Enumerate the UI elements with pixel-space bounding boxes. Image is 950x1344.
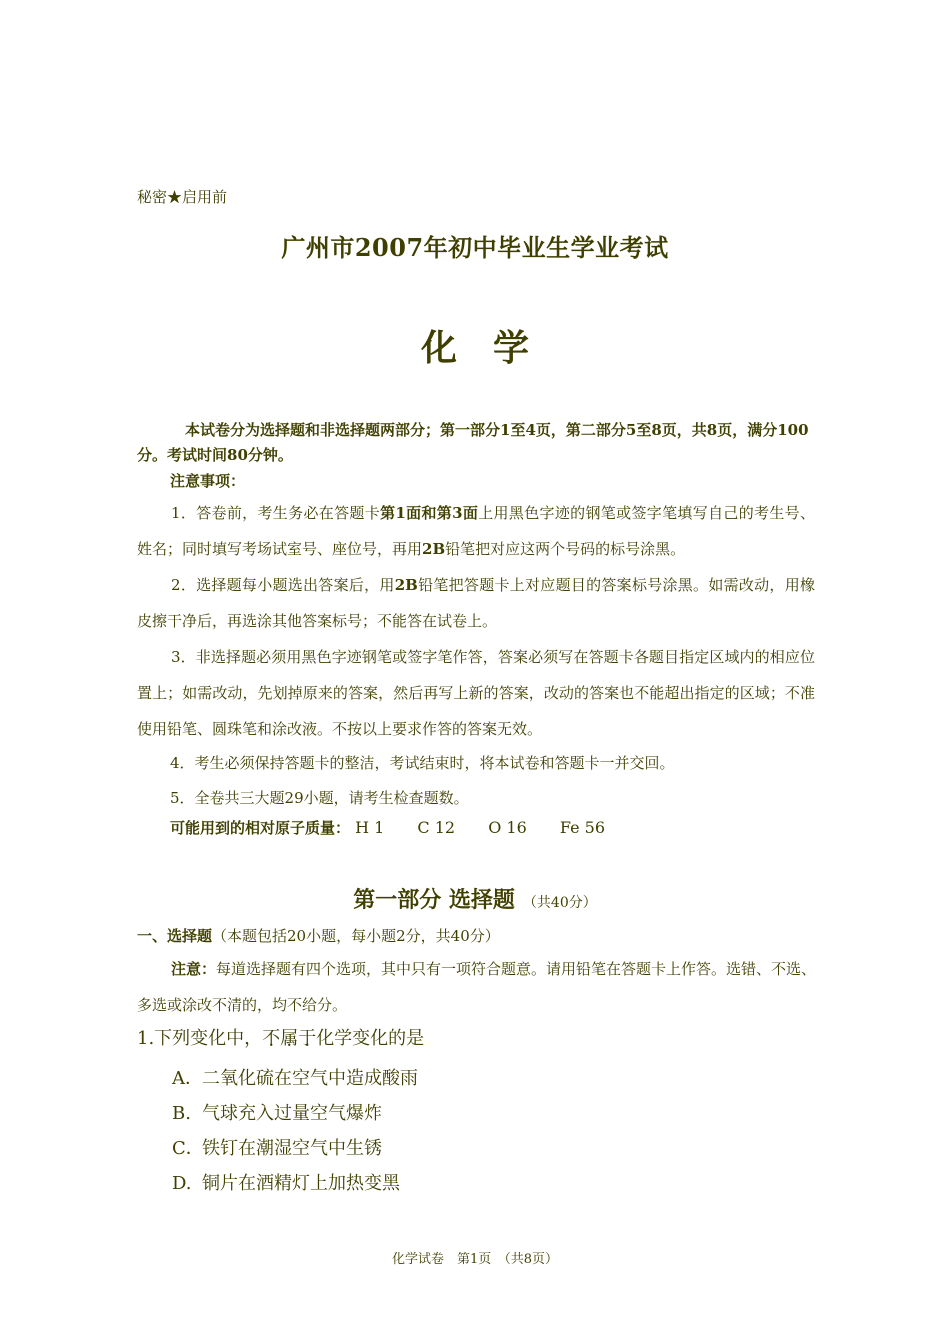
intro-paragraph: 本试卷分为选择题和非选择题两部分；第一部分1至4页，第二部分5至8页，共8页，满分100分。考试时间80分钟。 (137, 421, 809, 464)
option-c: C．铁钉在潮湿空气中生锈 (172, 1138, 382, 1159)
mass-h: H 1 (355, 818, 385, 837)
mass-o: O 16 (488, 818, 527, 837)
option-a: A．二氧化硫在空气中造成酸雨 (172, 1068, 418, 1089)
exam-title: 广州市2007年初中毕业生学业考试 (281, 233, 669, 262)
note-1: 1．答卷前，考生务必在答题卡第1面和第3面上用黑色字迹的钢笔或签字笔填写自己的考生号、姓名；同时填写考场试室号、座位号，再用2B铅笔把对应这两个号码的标号涂黑。 (137, 504, 816, 558)
part-heading: 一、选择题（本题包括20小题，每小题2分，共40分） (137, 927, 500, 945)
question-1: 1.下列变化中，不属于化学变化的是 (137, 1028, 425, 1049)
subject-title: 化学 (420, 327, 565, 369)
note-2: 2．选择题每小题选出答案后，用2B铅笔把答题卡上对应题目的答案标号涂黑。如需改动，用橡皮擦干净后，再选涂其他答案标号；不能答在试卷上。 (137, 576, 815, 630)
section-heading: 第一部分 选择题 （共40分） (353, 887, 597, 913)
choice-note: 注意：每道选择题有四个选项，其中只有一项符合题意。请用铅笔在答题卡上作答。选错、不选、多选或涂改不清的，均不给分。 (137, 960, 817, 1014)
option-d: D. 铜片在酒精灯上加热变黑 (172, 1173, 400, 1194)
secret-label: 秘密★启用前 (137, 188, 228, 206)
mass-fe: Fe 56 (559, 818, 605, 837)
note-3: 3．非选择题必须用黑色字迹钢笔或签字笔作答，答案必须写在答题卡各题目指定区域内的相应位置上；如需改动，先划掉原来的答案，然后再写上新的答案，改动的答案也不能超出指定的区域；不准使用铅笔、圆珠笔和涂改液。不按以上要求作答的答案无效。 (137, 648, 815, 738)
page-footer: 化学试卷 第1页 （共8页） (391, 1252, 559, 1267)
note-4: 4．考生必须保持答题卡的整洁，考试结束时，将本试卷和答题卡一并交回。 (170, 754, 675, 772)
notes-heading: 注意事项： (170, 472, 246, 490)
atomic-mass-line (170, 817, 633, 838)
mass-c: C 12 (417, 818, 456, 837)
note-5: 5．全卷共三大题29小题，请考生检查题数。 (170, 789, 469, 807)
option-b: B. 气球充入过量空气爆炸 (172, 1103, 382, 1124)
atomic-mass-label: 可能用到的相对原子质量： (170, 819, 351, 837)
